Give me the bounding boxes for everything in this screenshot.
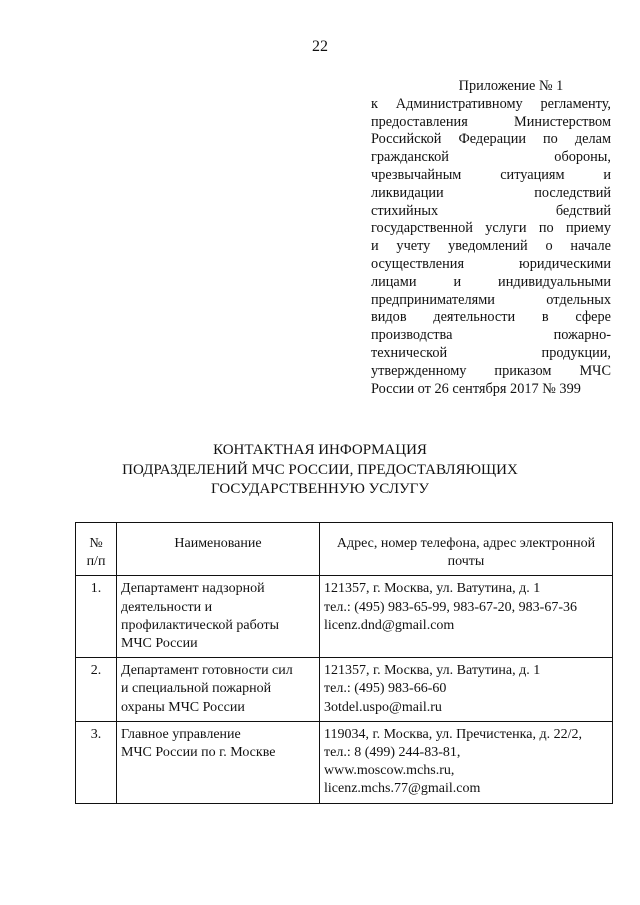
row-number: 2. [76, 658, 117, 722]
name-line: деятельности и [121, 599, 213, 615]
contacts-table [75, 522, 613, 804]
heading-line: ПОДРАЗДЕЛЕНИЙ МЧС РОССИИ, ПРЕДОСТАВЛЯЮЩИХ [122, 461, 518, 478]
appendix-line: Российской Федерации по делам [371, 131, 611, 148]
row-address [320, 576, 613, 658]
phone-line: тел.: 8 (499) 244-83-81, [324, 745, 461, 761]
phone-line: тел.: (495) 983-65-99, 983-67-20, 983-67-36 [324, 599, 578, 615]
header-name: Наименование [117, 523, 320, 576]
appendix-line: и учету уведомлений о начале [371, 238, 611, 255]
appendix-line: ликвидации последствий [371, 184, 611, 201]
row-number: 1. [76, 576, 117, 658]
table-row [76, 721, 613, 803]
name-line: МЧС России по г. Москве [121, 745, 276, 761]
appendix-title: Приложение № 1 [458, 78, 564, 94]
page-number: 22 [312, 38, 328, 55]
address-line: 119034, г. Москва, ул. Пречистенка, д. 22/2, [324, 726, 582, 742]
appendix-line: осуществления юридическими [371, 255, 611, 272]
address-line: 121357, г. Москва, ул. Ватутина, д. 1 [324, 581, 541, 597]
heading-line: КОНТАКТНАЯ ИНФОРМАЦИЯ [213, 442, 427, 458]
header-number-line: п/п [86, 554, 106, 570]
email-line: 3otdel.uspo@mail.ru [324, 699, 442, 715]
appendix-line: гражданской обороны, [371, 149, 611, 166]
table-header-row [76, 523, 613, 576]
address-line: 121357, г. Москва, ул. Ватутина, д. 1 [324, 663, 541, 679]
row-number: 3. [76, 721, 117, 803]
header-address-line: почты [447, 554, 485, 570]
table-row [76, 576, 613, 658]
name-line: Департамент готовности сил [121, 663, 293, 679]
appendix-line: видов деятельности в сфере [371, 309, 611, 326]
name-line: МЧС России [121, 636, 198, 652]
row-name [117, 721, 320, 803]
header-address [320, 523, 613, 576]
email-line: licenz.dnd@gmail.com [324, 617, 455, 633]
email-line: licenz.mchs.77@gmail.com [324, 781, 481, 797]
name-line: и специальной пожарной [121, 681, 272, 697]
website-line: www.moscow.mchs.ru, [324, 763, 455, 779]
appendix-block [371, 78, 611, 398]
appendix-line: лицами и индивидуальными [371, 273, 611, 290]
row-name [117, 576, 320, 658]
appendix-line: предпринимателями отдельных [371, 291, 611, 308]
row-address [320, 658, 613, 722]
phone-line: тел.: (495) 983-66-60 [324, 681, 447, 697]
row-name [117, 658, 320, 722]
header-number-line: № [89, 536, 103, 551]
appendix-line: производства пожарно- [371, 327, 611, 344]
table-row [76, 658, 613, 722]
header-number [76, 523, 117, 576]
appendix-line: государственной услуги по приему [371, 220, 611, 237]
name-line: Департамент надзорной [121, 581, 265, 597]
heading-line: ГОСУДАРСТВЕННУЮ УСЛУГУ [211, 481, 429, 497]
document-heading [0, 441, 640, 500]
appendix-line: России от 26 сентября 2017 № 399 [371, 380, 581, 397]
appendix-line: стихийных бедствий [371, 202, 611, 219]
appendix-line: технической продукции, [371, 344, 611, 361]
appendix-line: к Административному регламенту, [371, 95, 611, 112]
appendix-line: утвержденному приказом МЧС [371, 362, 611, 379]
header-address-line: Адрес, номер телефона, адрес электронной [336, 536, 596, 551]
row-address [320, 721, 613, 803]
appendix-line: предоставления Министерством [371, 113, 611, 130]
name-line: охраны МЧС России [121, 699, 245, 715]
name-line: Главное управление [121, 726, 241, 742]
name-line: профилактической работы [121, 617, 280, 633]
appendix-line: чрезвычайным ситуациям и [371, 166, 611, 183]
